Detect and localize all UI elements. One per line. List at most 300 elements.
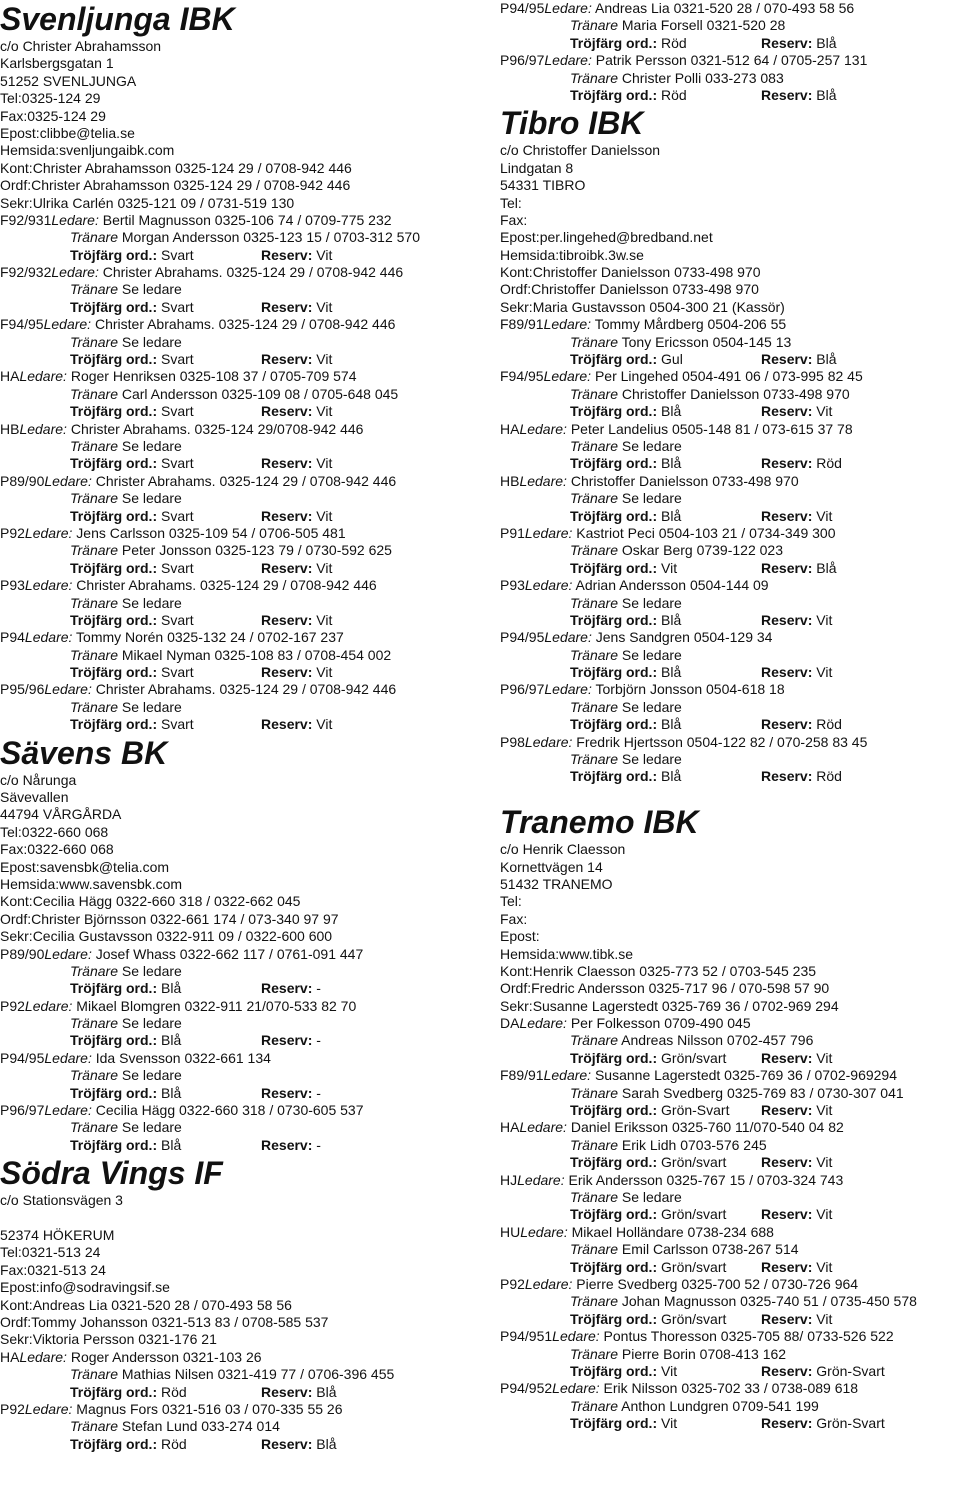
ledare-label: Ledare: xyxy=(524,1275,573,1292)
trojfarg-label: Tröjfärg ord.: xyxy=(70,716,158,733)
reserv-value: - xyxy=(316,980,321,997)
team-row xyxy=(0,946,480,963)
tranare-row xyxy=(0,1015,480,1032)
reserv-value: Vit xyxy=(316,559,333,576)
address-text: 51252 SVENLJUNGA xyxy=(0,72,137,89)
trojfarg-value: Gul xyxy=(661,351,683,368)
reserv-value: - xyxy=(316,1032,321,1049)
sekr-label: Sekr: xyxy=(0,928,33,945)
trojfarg-row xyxy=(0,1085,480,1102)
tranare-value: Stefan Lund 033-274 014 xyxy=(121,1418,280,1435)
team-code: P89/90 xyxy=(0,945,45,962)
tranare-value: Peter Jonsson 0325-123 79 / 0730-592 625 xyxy=(121,542,392,559)
team-row xyxy=(500,577,960,594)
reserv-value: Vit xyxy=(316,664,333,681)
address-text: Sävevallen xyxy=(0,789,69,806)
tel-label: Tel: xyxy=(0,823,22,840)
hemsida-line xyxy=(500,946,960,963)
reserv-label: Reserv: xyxy=(761,34,813,51)
club-section xyxy=(0,734,480,1155)
tranare-row xyxy=(500,1346,960,1363)
ledare-label: Ledare: xyxy=(543,368,592,385)
hemsida-value: svenljungaibk.com xyxy=(59,142,175,159)
trojfarg-row xyxy=(0,1436,480,1453)
reserv-label: Reserv: xyxy=(761,351,813,368)
fax-value: 0322-660 068 xyxy=(27,841,114,858)
reserv-label: Reserv: xyxy=(261,403,313,420)
trojfarg-value: Svart xyxy=(161,298,194,315)
trojfarg-row xyxy=(0,455,480,472)
tranare-label: Tränare xyxy=(570,698,618,715)
trojfarg-label: Tröjfärg ord.: xyxy=(570,1362,658,1379)
epost-label: Epost: xyxy=(0,1279,40,1296)
club-section xyxy=(0,1154,480,1453)
team-code: P96/97 xyxy=(500,681,545,698)
tel-label: Tel: xyxy=(0,90,22,107)
tranare-label: Tränare xyxy=(570,437,618,454)
tranare-value: Se ledare xyxy=(121,1119,182,1136)
reserv-value: Blå xyxy=(816,86,837,103)
ledare-label: Ledare: xyxy=(524,733,573,750)
club-section xyxy=(0,0,480,734)
reserv-label: Reserv: xyxy=(261,611,313,628)
trojfarg-label: Tröjfärg ord.: xyxy=(70,403,158,420)
ledare-value: Adrian Andersson 0504-144 09 xyxy=(575,577,769,594)
sekr-label: Sekr: xyxy=(0,1331,33,1348)
tel-label: Tel: xyxy=(500,194,522,211)
reserv-label: Reserv: xyxy=(761,1154,813,1171)
trojfarg-value: Blå xyxy=(661,507,682,524)
tranare-row xyxy=(0,438,480,455)
trojfarg-value: Svart xyxy=(161,403,194,420)
team-code: HB xyxy=(0,420,20,437)
tranare-row xyxy=(0,542,480,559)
tranare-value: Mathias Nilsen 0321-419 77 / 0706-396 455 xyxy=(121,1366,395,1383)
ledare-value: Mikael Holländare 0738-234 688 xyxy=(571,1223,774,1240)
reserv-value: Blå xyxy=(316,1435,337,1452)
ordf-label: Ordf: xyxy=(0,1313,32,1330)
reserv-value: Röd xyxy=(816,455,842,472)
trojfarg-row xyxy=(500,455,960,472)
tranare-row xyxy=(500,751,960,768)
fax-line xyxy=(0,108,480,125)
trojfarg-label: Tröjfärg ord.: xyxy=(570,1049,658,1066)
tranare-value: Emil Carlsson 0738-267 514 xyxy=(621,1241,799,1258)
tranare-row xyxy=(0,334,480,351)
reserv-label: Reserv: xyxy=(761,403,813,420)
reserv-label: Reserv: xyxy=(761,507,813,524)
tranare-value: Se ledare xyxy=(621,437,682,454)
ledare-label: Ledare: xyxy=(543,316,592,333)
trojfarg-label: Tröjfärg ord.: xyxy=(570,1206,658,1223)
epost-line xyxy=(0,125,480,142)
ledare-value: Roger Henriksen 0325-108 37 / 0705-709 574 xyxy=(70,368,357,385)
tranare-value: Christoffer Danielsson 0733-498 970 xyxy=(621,385,850,402)
fax-label: Fax: xyxy=(0,107,28,124)
sekr-value: Maria Gustavsson 0504-300 21 (Kassör) xyxy=(532,298,785,315)
team-code: P94 xyxy=(0,629,25,646)
trojfarg-value: Svart xyxy=(161,559,194,576)
sekr-label: Sekr: xyxy=(0,194,33,211)
trojfarg-label: Tröjfärg ord.: xyxy=(570,403,658,420)
tranare-row xyxy=(500,17,960,34)
tranare-value: Pierre Borin 0708-413 162 xyxy=(621,1345,787,1362)
reserv-label: Reserv: xyxy=(261,664,313,681)
team-code: F92/931 xyxy=(0,211,52,228)
tranare-value: Sarah Svedberg 0325-769 83 / 0730-307 041 xyxy=(621,1084,904,1101)
trojfarg-label: Tröjfärg ord.: xyxy=(570,507,658,524)
trojfarg-row xyxy=(500,716,960,733)
trojfarg-value: Grön/svart xyxy=(661,1258,727,1275)
ledare-value: Fredrik Hjertsson 0504-122 82 / 070-258 83 45 xyxy=(576,733,868,750)
tranare-row xyxy=(500,1137,960,1154)
tranare-row xyxy=(500,1085,960,1102)
reserv-value: Vit xyxy=(316,455,333,472)
ledare-label: Ledare: xyxy=(544,52,592,69)
ordf-label: Ordf: xyxy=(500,980,532,997)
ledare-value: Peter Landelius 0505-148 81 / 073-615 37 78 xyxy=(570,420,853,437)
ledare-value: Christer Abrahams. 0325-124 29 / 0708-942 446 xyxy=(94,316,396,333)
trojfarg-row xyxy=(500,1415,960,1432)
hemsida-value: tibroibk.3w.se xyxy=(559,246,644,263)
hemsida-label: Hemsida: xyxy=(500,246,560,263)
tranare-value: Erik Lidh 0703-576 245 xyxy=(621,1136,767,1153)
epost-value: savensbk@telia.com xyxy=(39,858,170,875)
reserv-value: Vit xyxy=(816,403,833,420)
ledare-label: Ledare: xyxy=(19,420,67,437)
team-code: P93 xyxy=(0,577,25,594)
ledare-label: Ledare: xyxy=(552,1328,600,1345)
reserv-value: Vit xyxy=(316,298,333,315)
ledare-value: Andreas Lia 0321-520 28 / 070-493 58 56 xyxy=(594,0,855,16)
address-line xyxy=(0,55,480,72)
tel-label: Tel: xyxy=(500,893,522,910)
reserv-label: Reserv: xyxy=(261,1084,313,1101)
ledare-value: Susanne Lagerstedt 0325-769 36 / 0702-969294 xyxy=(594,1067,897,1084)
ordf-line xyxy=(0,177,480,194)
team-row xyxy=(500,734,960,751)
address-line xyxy=(500,876,960,893)
team-code: HA xyxy=(0,368,20,385)
reserv-label: Reserv: xyxy=(761,559,813,576)
reserv-label: Reserv: xyxy=(261,298,313,315)
tranare-value: Se ledare xyxy=(121,490,182,507)
team-code: P95/96 xyxy=(0,681,45,698)
tranare-row xyxy=(0,1366,480,1383)
reserv-label: Reserv: xyxy=(761,1415,813,1432)
reserv-value: Vit xyxy=(316,246,333,263)
kont-label: Kont: xyxy=(500,264,533,281)
tranare-label: Tränare xyxy=(570,1032,618,1049)
tel-line xyxy=(500,195,960,212)
team-code: F89/91 xyxy=(500,316,544,333)
trojfarg-value: Svart xyxy=(161,716,194,733)
team-row xyxy=(0,264,480,281)
tranare-row xyxy=(0,1418,480,1435)
tranare-label: Tränare xyxy=(570,69,618,86)
tranare-label: Tränare xyxy=(70,646,118,663)
team-code: HA xyxy=(0,1348,20,1365)
ordf-line xyxy=(0,911,480,928)
tranare-row xyxy=(500,386,960,403)
club-title: Svenljunga IBK xyxy=(0,1,235,37)
trojfarg-label: Tröjfärg ord.: xyxy=(70,611,158,628)
reserv-label: Reserv: xyxy=(761,86,813,103)
fax-label: Fax: xyxy=(500,910,528,927)
team-row xyxy=(500,1276,960,1293)
fax-line xyxy=(500,911,960,928)
reserv-value: Vit xyxy=(316,507,333,524)
hemsida-value: www.savensbk.com xyxy=(59,875,183,892)
trojfarg-value: Blå xyxy=(661,611,682,628)
ledare-label: Ledare: xyxy=(543,1067,592,1084)
trojfarg-label: Tröjfärg ord.: xyxy=(570,351,658,368)
ledare-label: Ledare: xyxy=(24,577,73,594)
sekr-label: Sekr: xyxy=(500,997,533,1014)
tranare-value: Se ledare xyxy=(621,751,682,768)
ledare-value: Roger Andersson 0321-103 26 xyxy=(70,1348,262,1365)
team-code: HU xyxy=(500,1223,521,1240)
trojfarg-value: Blå xyxy=(661,664,682,681)
sekr-value: Susanne Lagerstedt 0325-769 36 / 0702-969 294 xyxy=(532,997,839,1014)
trojfarg-value: Röd xyxy=(161,1435,187,1452)
ledare-label: Ledare: xyxy=(519,1119,567,1136)
team-code: P94/951 xyxy=(500,1328,553,1345)
address-line xyxy=(0,73,480,90)
trojfarg-label: Tröjfärg ord.: xyxy=(570,1102,658,1119)
trojfarg-row xyxy=(0,1137,480,1154)
team-row xyxy=(0,473,480,490)
trojfarg-row xyxy=(500,1102,960,1119)
epost-label: Epost: xyxy=(500,229,540,246)
ledare-value: Ida Svensson 0322-661 134 xyxy=(95,1049,271,1066)
trojfarg-value: Vit xyxy=(661,1362,678,1379)
reserv-label: Reserv: xyxy=(261,716,313,733)
trojfarg-row xyxy=(500,560,960,577)
trojfarg-label: Tröjfärg ord.: xyxy=(570,716,658,733)
team-row xyxy=(500,316,960,333)
ordf-line xyxy=(0,1314,480,1331)
address-line xyxy=(0,772,480,789)
ledare-label: Ledare: xyxy=(519,420,567,437)
club-title: Tranemo IBK xyxy=(500,804,699,841)
tranare-label: Tränare xyxy=(70,962,118,979)
tranare-row xyxy=(500,1032,960,1049)
epost-label: Epost: xyxy=(500,928,540,945)
team-code: P94/952 xyxy=(500,1380,553,1397)
trojfarg-label: Tröjfärg ord.: xyxy=(70,246,158,263)
trojfarg-label: Tröjfärg ord.: xyxy=(70,559,158,576)
tranare-value: Se ledare xyxy=(121,962,182,979)
tranare-row xyxy=(500,699,960,716)
ledare-label: Ledare: xyxy=(19,1348,67,1365)
address-line xyxy=(0,38,480,55)
address-line xyxy=(0,1210,480,1227)
trojfarg-label: Tröjfärg ord.: xyxy=(70,1136,158,1153)
tranare-label: Tränare xyxy=(70,1119,118,1136)
ledare-value: Christer Abrahams. 0325-124 29 / 0708-942 446 xyxy=(102,264,404,281)
team-code: P93 xyxy=(500,577,525,594)
trojfarg-row xyxy=(500,1259,960,1276)
address-text: c/o Stationsvägen 3 xyxy=(0,1192,123,1209)
ledare-value: Christer Abrahams. 0325-124 29/0708-942 446 xyxy=(70,420,364,437)
address-line xyxy=(500,160,960,177)
trojfarg-label: Tröjfärg ord.: xyxy=(70,351,158,368)
ledare-value: Christer Abrahams. 0325-124 29 / 0708-942 446 xyxy=(95,472,397,489)
reserv-value: Vit xyxy=(816,1049,833,1066)
tel-value: 0321-513 24 xyxy=(21,1244,101,1261)
tranare-label: Tränare xyxy=(570,1241,618,1258)
reserv-label: Reserv: xyxy=(261,455,313,472)
reserv-label: Reserv: xyxy=(761,1258,813,1275)
reserv-value: Vit xyxy=(816,1154,833,1171)
team-code: HA xyxy=(500,420,520,437)
address-line xyxy=(500,142,960,159)
reserv-label: Reserv: xyxy=(761,611,813,628)
tranare-row xyxy=(0,963,480,980)
team-code: HA xyxy=(500,1119,520,1136)
team-row xyxy=(500,421,960,438)
ordf-label: Ordf: xyxy=(0,177,32,194)
tranare-value: Se ledare xyxy=(621,646,682,663)
reserv-value: Vit xyxy=(816,507,833,524)
tranare-label: Tränare xyxy=(570,1136,618,1153)
reserv-value: Vit xyxy=(316,351,333,368)
tranare-row xyxy=(500,1189,960,1206)
team-row xyxy=(0,525,480,542)
fax-line xyxy=(0,1262,480,1279)
ledare-value: Christer Abrahams. 0325-124 29 / 0708-942 446 xyxy=(95,681,397,698)
ordf-label: Ordf: xyxy=(500,281,532,298)
trojfarg-row xyxy=(0,1384,480,1401)
address-text: Kornettvägen 14 xyxy=(500,858,603,875)
epost-line xyxy=(500,928,960,945)
trojfarg-row xyxy=(0,351,480,368)
epost-value: clibbe@telia.se xyxy=(39,124,135,141)
address-text: 51432 TRANEMO xyxy=(500,875,613,892)
trojfarg-value: Blå xyxy=(661,455,682,472)
hemsida-line xyxy=(0,876,480,893)
fax-label: Fax: xyxy=(0,841,28,858)
tranare-label: Tränare xyxy=(570,542,618,559)
tranare-label: Tränare xyxy=(70,1015,118,1032)
sekr-label: Sekr: xyxy=(500,298,533,315)
tranare-row xyxy=(0,595,480,612)
trojfarg-value: Svart xyxy=(161,455,194,472)
team-row xyxy=(0,1102,480,1119)
address-text: c/o Henrik Claesson xyxy=(500,841,626,858)
club-section xyxy=(500,104,960,785)
ledare-value: Pierre Svedberg 0325-700 52 / 0730-726 964 xyxy=(576,1275,859,1292)
address-text: Lindgatan 8 xyxy=(500,159,574,176)
trojfarg-row xyxy=(500,768,960,785)
team-row xyxy=(500,1119,960,1136)
hemsida-label: Hemsida: xyxy=(0,142,60,159)
trojfarg-value: Grön-Svart xyxy=(661,1102,730,1119)
reserv-label: Reserv: xyxy=(261,1435,313,1452)
address-line xyxy=(0,789,480,806)
tranare-label: Tränare xyxy=(570,646,618,663)
reserv-label: Reserv: xyxy=(761,1362,813,1379)
trojfarg-row xyxy=(0,508,480,525)
tranare-label: Tränare xyxy=(570,1189,618,1205)
team-row xyxy=(0,998,480,1015)
trojfarg-value: Svart xyxy=(161,664,194,681)
address-line xyxy=(500,841,960,858)
tranare-label: Tränare xyxy=(70,437,118,454)
team-row xyxy=(500,1015,960,1032)
team-row xyxy=(500,368,960,385)
trojfarg-label: Tröjfärg ord.: xyxy=(570,1154,658,1171)
trojfarg-label: Tröjfärg ord.: xyxy=(70,455,158,472)
fax-line xyxy=(500,212,960,229)
reserv-value: Vit xyxy=(316,403,333,420)
team-row xyxy=(0,316,480,333)
team-code: F89/91 xyxy=(500,1067,544,1084)
tranare-label: Tränare xyxy=(70,490,118,507)
tranare-value: Se ledare xyxy=(121,437,182,454)
club-section xyxy=(500,803,960,1432)
trojfarg-label: Tröjfärg ord.: xyxy=(570,768,658,785)
team-code: P92 xyxy=(0,524,25,541)
team-row xyxy=(0,1050,480,1067)
team-row xyxy=(500,629,960,646)
tranare-label: Tränare xyxy=(70,698,118,715)
ledare-value: Erik Nilsson 0325-702 33 / 0738-089 618 xyxy=(603,1380,859,1397)
team-code: F94/95 xyxy=(500,368,544,385)
trojfarg-row xyxy=(500,351,960,368)
tranare-value: Se ledare xyxy=(121,1015,182,1032)
team-row xyxy=(0,1349,480,1366)
team-code: P94/95 xyxy=(0,1049,45,1066)
trojfarg-value: Blå xyxy=(161,980,182,997)
reserv-label: Reserv: xyxy=(261,507,313,524)
ledare-label: Ledare: xyxy=(524,524,573,541)
team-code: P91 xyxy=(500,524,525,541)
team-row xyxy=(500,1172,960,1189)
tranare-row xyxy=(0,1067,480,1084)
trojfarg-value: Svart xyxy=(161,507,194,524)
trojfarg-row xyxy=(500,508,960,525)
kont-line xyxy=(500,963,960,980)
tranare-row xyxy=(0,229,480,246)
trojfarg-row xyxy=(500,403,960,420)
tranare-row xyxy=(500,1398,960,1415)
right-column xyxy=(500,0,960,1432)
ledare-label: Ledare: xyxy=(44,681,92,698)
team-row xyxy=(0,368,480,385)
ledare-label: Ledare: xyxy=(24,524,73,541)
ledare-value: Tommy Norén 0325-132 24 / 0702-167 237 xyxy=(76,629,344,646)
tranare-row xyxy=(500,595,960,612)
tel-line xyxy=(0,90,480,107)
ledare-value: Jens Sandgren 0504-129 34 xyxy=(595,629,773,646)
team-code: HB xyxy=(500,472,520,489)
kont-line xyxy=(0,1297,480,1314)
tel-line xyxy=(500,893,960,910)
fax-value: 0325-124 29 xyxy=(27,107,106,124)
team-code: P94/95 xyxy=(500,629,545,646)
reserv-value: Vit xyxy=(816,1258,833,1275)
reserv-value: Röd xyxy=(816,768,842,785)
sekr-line xyxy=(0,195,480,212)
reserv-label: Reserv: xyxy=(261,1032,313,1049)
tranare-value: Carl Andersson 0325-109 08 / 0705-648 045 xyxy=(121,385,399,402)
trojfarg-value: Blå xyxy=(161,1032,182,1049)
sekr-line xyxy=(0,1331,480,1348)
kont-label: Kont: xyxy=(500,962,533,979)
ledare-label: Ledare: xyxy=(24,997,73,1014)
